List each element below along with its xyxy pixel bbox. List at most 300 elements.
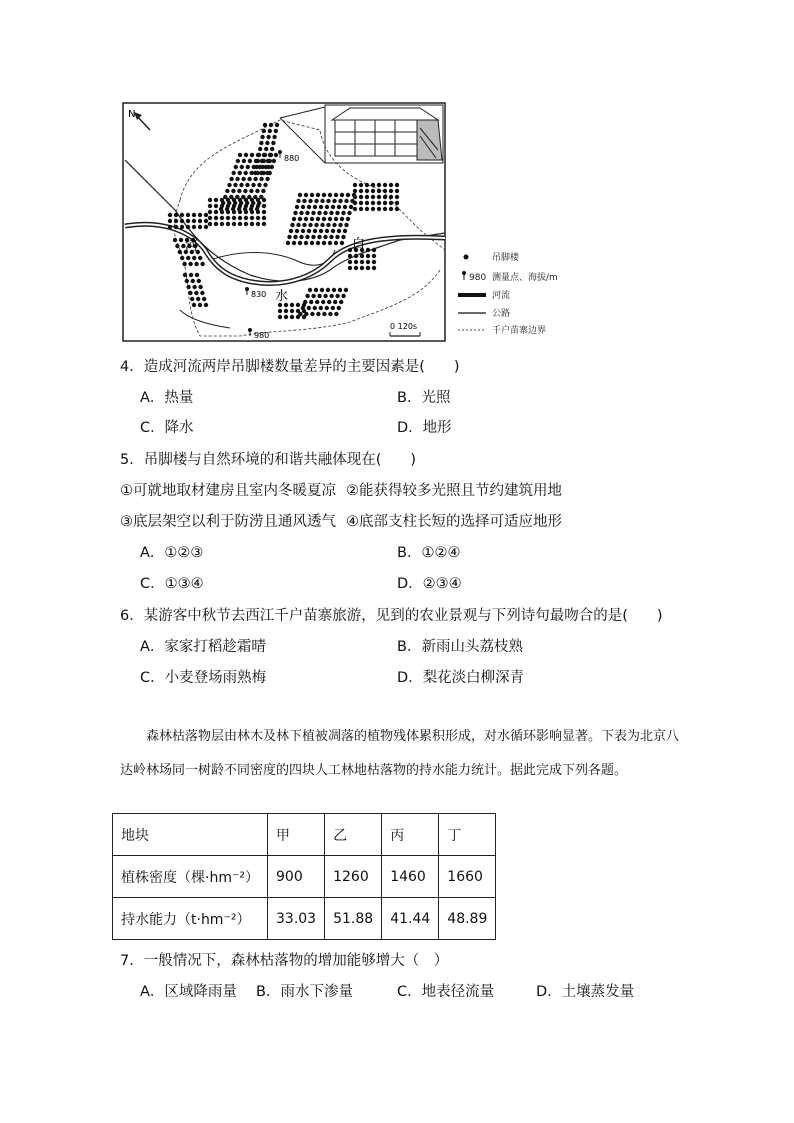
question-4-option-c[interactable]: C．降水 — [140, 420, 194, 436]
stilt-house-dot — [274, 153, 278, 157]
table-cell: 900 — [268, 856, 325, 898]
table-cell: 41.44 — [382, 898, 439, 940]
stilt-house-dot — [307, 205, 311, 209]
stilt-house-dot — [180, 219, 184, 223]
question-5-option-a[interactable]: A．①②③ — [140, 545, 204, 561]
stilt-house-dot — [186, 285, 190, 289]
stilt-house-dot — [372, 254, 376, 258]
question-5-statement-1: ①可就地取材建房且室内冬暖夏凉 — [120, 483, 336, 499]
table-cell: 1460 — [382, 856, 439, 898]
stilt-house-dot — [238, 171, 242, 175]
question-4-option-d[interactable]: D．地形 — [397, 420, 452, 436]
stilt-house-dot — [178, 250, 182, 254]
legend-pin-icon — [462, 271, 466, 280]
stilt-house-dot — [250, 153, 254, 157]
stilt-house-dot — [305, 235, 309, 239]
stilt-house-dot — [174, 213, 178, 217]
stilt-house-dot — [244, 210, 248, 214]
stilt-house-dot — [359, 207, 363, 211]
stilt-house-dot — [226, 198, 230, 202]
stilt-house-dot — [331, 306, 335, 310]
stilt-house-dot — [301, 229, 305, 233]
litter-water-table — [112, 813, 496, 940]
table-row — [113, 898, 496, 940]
stilt-house-dot — [354, 260, 358, 264]
river-label-bai: 白 — [352, 237, 366, 252]
question-4-option-b[interactable]: B．光照 — [397, 390, 451, 406]
stilt-house-dot — [198, 303, 202, 307]
stilt-house-dot — [313, 306, 317, 310]
stilt-house-dot — [340, 217, 344, 221]
stilt-house-dot — [308, 223, 312, 227]
question-6-option-d[interactable]: D．梨花淡白柳深青 — [397, 670, 525, 686]
stilt-house-dot — [371, 207, 375, 211]
question-6-option-b[interactable]: B．新雨山头荔枝熟 — [397, 639, 523, 655]
stilt-house-dot — [314, 288, 318, 292]
stilt-house-dot — [256, 204, 260, 208]
stilt-house-dot — [377, 207, 381, 211]
stilt-house-dot — [328, 193, 332, 197]
stilt-house-dot — [197, 279, 201, 283]
stilt-house-dot — [251, 183, 255, 187]
stilt-house-dot — [255, 189, 259, 193]
stilt-house-dot — [264, 165, 268, 169]
stilt-house-dot — [329, 235, 333, 239]
stilt-house-dot — [208, 204, 212, 208]
stilt-house-dot — [323, 235, 327, 239]
stilt-house-dot — [214, 210, 218, 214]
stilt-house-dot — [389, 183, 393, 187]
stilt-house-dot — [328, 312, 332, 316]
stilt-house-dot — [272, 159, 276, 163]
table-header-cell: 丁 — [439, 814, 496, 856]
stilt-house-dot — [319, 205, 323, 209]
question-5-statement-2: ②能获得较多光照且节约建筑用地 — [346, 483, 562, 499]
stilt-house-dot — [344, 199, 348, 203]
stilt-house-dot — [328, 241, 332, 245]
stilt-house-dot — [365, 195, 369, 199]
stilt-house-dot — [341, 294, 345, 298]
question-6-option-a[interactable]: A．家家打稻趁霜晴 — [140, 639, 266, 655]
stilt-house-dot — [316, 193, 320, 197]
stilt-house-dot — [202, 297, 206, 301]
stilt-house-dot — [244, 153, 248, 157]
stilt-house-dot — [325, 205, 329, 209]
stilt-house-dot — [305, 211, 309, 215]
stilt-house-dot — [262, 153, 266, 157]
stilt-house-dot — [296, 315, 300, 319]
stilt-house-dot — [389, 195, 393, 199]
stilt-house-dot — [317, 294, 321, 298]
stilt-house-dot — [329, 294, 333, 298]
stilt-house-dot — [278, 315, 282, 319]
stilt-house-dot — [359, 189, 363, 193]
stilt-house-dot — [371, 195, 375, 199]
question-5-statement-4: ④底部支柱长短的选择可适应地形 — [346, 514, 562, 530]
stilt-house-dot — [341, 211, 345, 215]
stilt-house-dot — [296, 199, 300, 203]
stilt-house-dot — [266, 135, 270, 139]
svg-text:千户苗寨边界: 千户苗寨边界 — [492, 326, 547, 336]
stilt-house-dot — [227, 183, 231, 187]
stilt-house-dot — [331, 229, 335, 233]
stilt-house-dot — [326, 223, 330, 227]
stilt-house-dot — [295, 205, 299, 209]
stilt-house-dot — [196, 297, 200, 301]
stilt-house-dot — [174, 225, 178, 229]
stilt-house-dot — [341, 235, 345, 239]
question-7-option-a[interactable]: A．区域降雨量 — [140, 984, 237, 1000]
stilt-house-dot — [186, 213, 190, 217]
stilt-house-dot — [314, 199, 318, 203]
stilt-house-dot — [302, 223, 306, 227]
stilt-house-dot — [311, 211, 315, 215]
stilt-house-dot — [320, 223, 324, 227]
stilt-house-dot — [241, 177, 245, 181]
stilt-house-dot — [237, 189, 241, 193]
north-label: N — [128, 109, 136, 120]
stilt-house-dot — [338, 288, 342, 292]
question-6-option-c[interactable]: C．小麦登场雨熟梅 — [140, 670, 267, 686]
stilt-house-dot — [365, 207, 369, 211]
stilt-house-dot — [234, 165, 238, 169]
stilt-house-dot — [268, 129, 272, 133]
legend-dot-icon — [464, 255, 469, 260]
stilt-house-dot — [334, 241, 338, 245]
stilt-house-dot — [252, 165, 256, 169]
stilt-house-dot — [247, 177, 251, 181]
stilt-house-dot — [180, 225, 184, 229]
stilt-house-dot — [268, 153, 272, 157]
stilt-house-dot — [389, 189, 393, 193]
stilt-house-dot — [337, 229, 341, 233]
stilt-house-dot — [305, 294, 309, 298]
stilt-house-dot — [298, 217, 302, 221]
question-7-option-c[interactable]: C．地表径流量 — [397, 984, 495, 1000]
question-5-option-c[interactable]: C．①③④ — [140, 576, 204, 592]
stilt-house-dot — [194, 291, 198, 295]
stilt-house-dot — [365, 183, 369, 187]
stilt-house-dot — [266, 159, 270, 163]
stilt-house-dot — [359, 195, 363, 199]
stilt-house-dot — [262, 216, 266, 220]
stilt-house-dot — [377, 183, 381, 187]
stilt-house-dot — [262, 204, 266, 208]
svg-text:0 120s: 0 120s — [390, 322, 418, 331]
stilt-house-dot — [262, 222, 266, 226]
stilt-house-dot — [366, 266, 370, 270]
stilt-house-dot — [343, 229, 347, 233]
stilt-house-dot — [284, 315, 288, 319]
stilt-house-dot — [260, 135, 264, 139]
stilt-house-dot — [198, 225, 202, 229]
stilt-house-dot — [310, 217, 314, 221]
stilt-house-dot — [366, 254, 370, 258]
stilt-house-dot — [289, 229, 293, 233]
question-7-option-b[interactable]: B．雨水下渗量 — [256, 984, 353, 1000]
stilt-house-dot — [204, 303, 208, 307]
stilt-house-dot — [204, 213, 208, 217]
stilt-house-dot — [231, 189, 235, 193]
stilt-house-dot — [310, 312, 314, 316]
stilt-house-dot — [331, 205, 335, 209]
svg-text:980: 980 — [254, 331, 270, 340]
stilt-house-dot — [389, 201, 393, 205]
stilt-house-dot — [338, 223, 342, 227]
stilt-house-dot — [383, 195, 387, 199]
stilt-house-dot — [293, 211, 297, 215]
stilt-house-dot — [198, 219, 202, 223]
stilt-house-dot — [232, 171, 236, 175]
stilt-house-dot — [240, 165, 244, 169]
stilt-house-dot — [360, 254, 364, 258]
stilt-house-dot — [278, 309, 282, 313]
stilt-house-dot — [310, 193, 314, 197]
stilt-house-dot — [268, 171, 272, 175]
stilt-house-dot — [316, 241, 320, 245]
stilt-house-dot — [348, 254, 352, 258]
reading-passage: 森林枯落物层由林木及林下植被凋落的植物残体累积形成，对水循环影响显著。下表为北京八达岭林场同一树龄不同密度的四块人工林地枯落物的持水能力统计。据此完成下列各题。 — [120, 729, 680, 778]
stilt-house-dot — [168, 213, 172, 217]
stilt-house-dot — [258, 165, 262, 169]
stilt-house-dot — [188, 291, 192, 295]
stilt-house-dot — [322, 193, 326, 197]
stilt-house-dot — [194, 262, 198, 266]
stilt-house-dot — [250, 171, 254, 175]
stilt-house-dot — [371, 201, 375, 205]
stilt-house-dot — [179, 238, 183, 242]
stilt-house-dot — [307, 306, 311, 310]
stilt-house-dot — [262, 171, 266, 175]
stilt-house-dot — [256, 153, 260, 157]
stilt-house-dot — [320, 288, 324, 292]
stilt-house-dot — [322, 217, 326, 221]
svg-text:测量点、海拔/m: 测量点、海拔/m — [492, 273, 558, 283]
question-5-option-d[interactable]: D．②③④ — [397, 576, 462, 592]
stilt-house-dot — [263, 183, 267, 187]
stilt-house-dot — [349, 205, 353, 209]
stilt-house-dot — [298, 241, 302, 245]
stilt-house-dot — [299, 211, 303, 215]
stilt-house-dot — [360, 260, 364, 264]
stilt-house-dot — [249, 189, 253, 193]
stilt-house-dot — [335, 211, 339, 215]
stilt-house-dot — [325, 229, 329, 233]
svg-text:河流: 河流 — [492, 291, 511, 301]
stilt-house-dot — [353, 207, 357, 211]
stilt-house-dot — [204, 219, 208, 223]
stilt-house-dot — [253, 177, 257, 181]
stilt-house-dot — [317, 235, 321, 239]
map-legend — [458, 251, 558, 336]
stilt-house-dot — [371, 183, 375, 187]
table-cell: 持水能力（t·hm⁻²） — [113, 898, 268, 940]
stilt-house-dot — [232, 204, 236, 208]
stilt-house-dot — [261, 189, 265, 193]
stilt-house-dot — [302, 309, 306, 313]
stilt-house-dot — [168, 225, 172, 229]
stilt-house-dot — [337, 306, 341, 310]
stilt-house-dot — [245, 183, 249, 187]
stilt-house-dot — [272, 135, 276, 139]
stilt-house-dot — [208, 210, 212, 214]
stilt-house-dot — [359, 201, 363, 205]
stilt-house-dot — [220, 222, 224, 226]
stilt-house-dot — [292, 217, 296, 221]
stilt-house-dot — [235, 177, 239, 181]
stilt-house-dot — [188, 262, 192, 266]
stilt-house-dot — [334, 193, 338, 197]
stilt-house-dot — [286, 241, 290, 245]
stilt-house-dot — [332, 199, 336, 203]
stilt-house-dot — [344, 288, 348, 292]
table-cell: 33.03 — [268, 898, 325, 940]
stilt-house-dot — [321, 300, 325, 304]
stilt-house-dot — [395, 195, 399, 199]
stilt-house-dot — [290, 223, 294, 227]
stilt-house-dot — [259, 141, 263, 145]
question-5-stem: 5．吊脚楼与自然环境的和谐共融体现在( ) — [120, 452, 417, 468]
stilt-house-dot — [185, 279, 189, 283]
stilt-house-dot — [338, 199, 342, 203]
stilt-house-dot — [244, 204, 248, 208]
stilt-house-dot — [214, 222, 218, 226]
stilt-house-dot — [359, 183, 363, 187]
stilt-house-dot — [259, 177, 263, 181]
stilt-house-dot — [258, 147, 262, 151]
stilt-house-dot — [322, 241, 326, 245]
svg-text:980: 980 — [469, 273, 487, 283]
stilt-house-dot — [250, 204, 254, 208]
stilt-house-dot — [265, 141, 269, 145]
svg-text:880: 880 — [284, 154, 300, 163]
stilt-house-dot — [304, 241, 308, 245]
table-header-cell: 丙 — [382, 814, 439, 856]
question-7-option-d[interactable]: D．土壤蒸发量 — [536, 984, 635, 1000]
stilt-house-dot — [353, 183, 357, 187]
stilt-house-dot — [311, 235, 315, 239]
stilt-house-dot — [175, 244, 179, 248]
stilt-house-dot — [301, 205, 305, 209]
stilt-house-dot — [353, 189, 357, 193]
stilt-house-dot — [290, 303, 294, 307]
stilt-house-dot — [346, 193, 350, 197]
stilt-house-dot — [180, 256, 184, 260]
stilt-house-dot — [233, 183, 237, 187]
stilt-house-dot — [198, 285, 202, 289]
stilt-house-dot — [293, 235, 297, 239]
stilt-house-dot — [271, 141, 275, 145]
stilt-house-dot — [348, 260, 352, 264]
question-4-stem: 4．造成河流两岸吊脚楼数量差异的主要因素是( ) — [120, 359, 460, 375]
stilt-house-dot — [238, 198, 242, 202]
stilt-house-dot — [226, 216, 230, 220]
stilt-house-dot — [334, 312, 338, 316]
stilt-house-dot — [372, 248, 376, 252]
stilt-house-dot — [248, 159, 252, 163]
table-header-row — [113, 814, 496, 856]
stilt-house-dot — [208, 222, 212, 226]
stilt-house-dot — [264, 147, 268, 151]
stilt-house-dot — [383, 189, 387, 193]
stilt-house-dot — [316, 312, 320, 316]
stilt-house-dot — [319, 306, 323, 310]
stilt-house-dot — [229, 177, 233, 181]
stilt-house-dot — [344, 223, 348, 227]
stilt-house-dot — [389, 207, 393, 211]
stilt-house-dot — [307, 229, 311, 233]
stilt-house-dot — [302, 199, 306, 203]
stilt-house-dot — [365, 189, 369, 193]
stilt-house-dot — [332, 223, 336, 227]
stilt-house-dot — [195, 273, 199, 277]
stilt-house-dot — [311, 294, 315, 298]
question-4-option-a[interactable]: A．热量 — [140, 390, 194, 406]
stilt-house-dot — [333, 300, 337, 304]
stilt-house-dot — [262, 210, 266, 214]
stilt-house-dot — [296, 303, 300, 307]
stilt-house-dot — [257, 183, 261, 187]
stilt-house-dot — [354, 254, 358, 258]
stilt-house-dot — [329, 211, 333, 215]
question-5-option-b[interactable]: B．①②④ — [397, 545, 461, 561]
stilt-house-dot — [323, 211, 327, 215]
stilt-house-dot — [395, 207, 399, 211]
stilt-house-dot — [214, 216, 218, 220]
stilt-house-dot — [323, 294, 327, 298]
stilt-house-dot — [310, 241, 314, 245]
stilt-house-dot — [246, 165, 250, 169]
stilt-house-dot — [244, 216, 248, 220]
stilt-house-dot — [265, 177, 269, 181]
stilt-house-dot — [226, 210, 230, 214]
stilt-house-dot — [262, 129, 266, 133]
stilt-house-dot — [238, 216, 242, 220]
stilt-house-dot — [325, 306, 329, 310]
village-map — [120, 100, 590, 345]
stilt-house-dot — [238, 222, 242, 226]
stilt-house-dot — [302, 315, 306, 319]
stilt-house-dot — [186, 219, 190, 223]
stilt-house-dot — [186, 256, 190, 260]
table-cell: 植株密度（棵·hm⁻²） — [113, 856, 268, 898]
stilt-house-dot — [192, 219, 196, 223]
stilt-house-dot — [244, 171, 248, 175]
stilt-house-dot — [353, 201, 357, 205]
stilt-house-dot — [315, 300, 319, 304]
stilt-house-dot — [208, 198, 212, 202]
stilt-house-dot — [190, 297, 194, 301]
stilt-house-dot — [287, 235, 291, 239]
stilt-house-dot — [335, 294, 339, 298]
stilt-house-dot — [191, 279, 195, 283]
stilt-house-dot — [263, 123, 267, 127]
stilt-house-dot — [232, 216, 236, 220]
table-header-cell: 甲 — [268, 814, 325, 856]
stilt-house-dot — [256, 222, 260, 226]
table-cell: 48.89 — [439, 898, 496, 940]
stilt-house-dot — [284, 309, 288, 313]
svg-text:公路: 公路 — [492, 309, 511, 319]
stilt-house-dot — [353, 195, 357, 199]
stilt-house-dot — [319, 229, 323, 233]
question-6-stem: 6．某游客中秋节去西江千户苗寨旅游，见到的农业景观与下列诗句最吻合的是( ) — [120, 608, 663, 624]
stilt-house-dot — [250, 198, 254, 202]
stilt-house-dot — [220, 204, 224, 208]
stilt-house-dot — [395, 201, 399, 205]
stilt-house-dot — [200, 262, 204, 266]
stilt-house-dot — [250, 210, 254, 214]
